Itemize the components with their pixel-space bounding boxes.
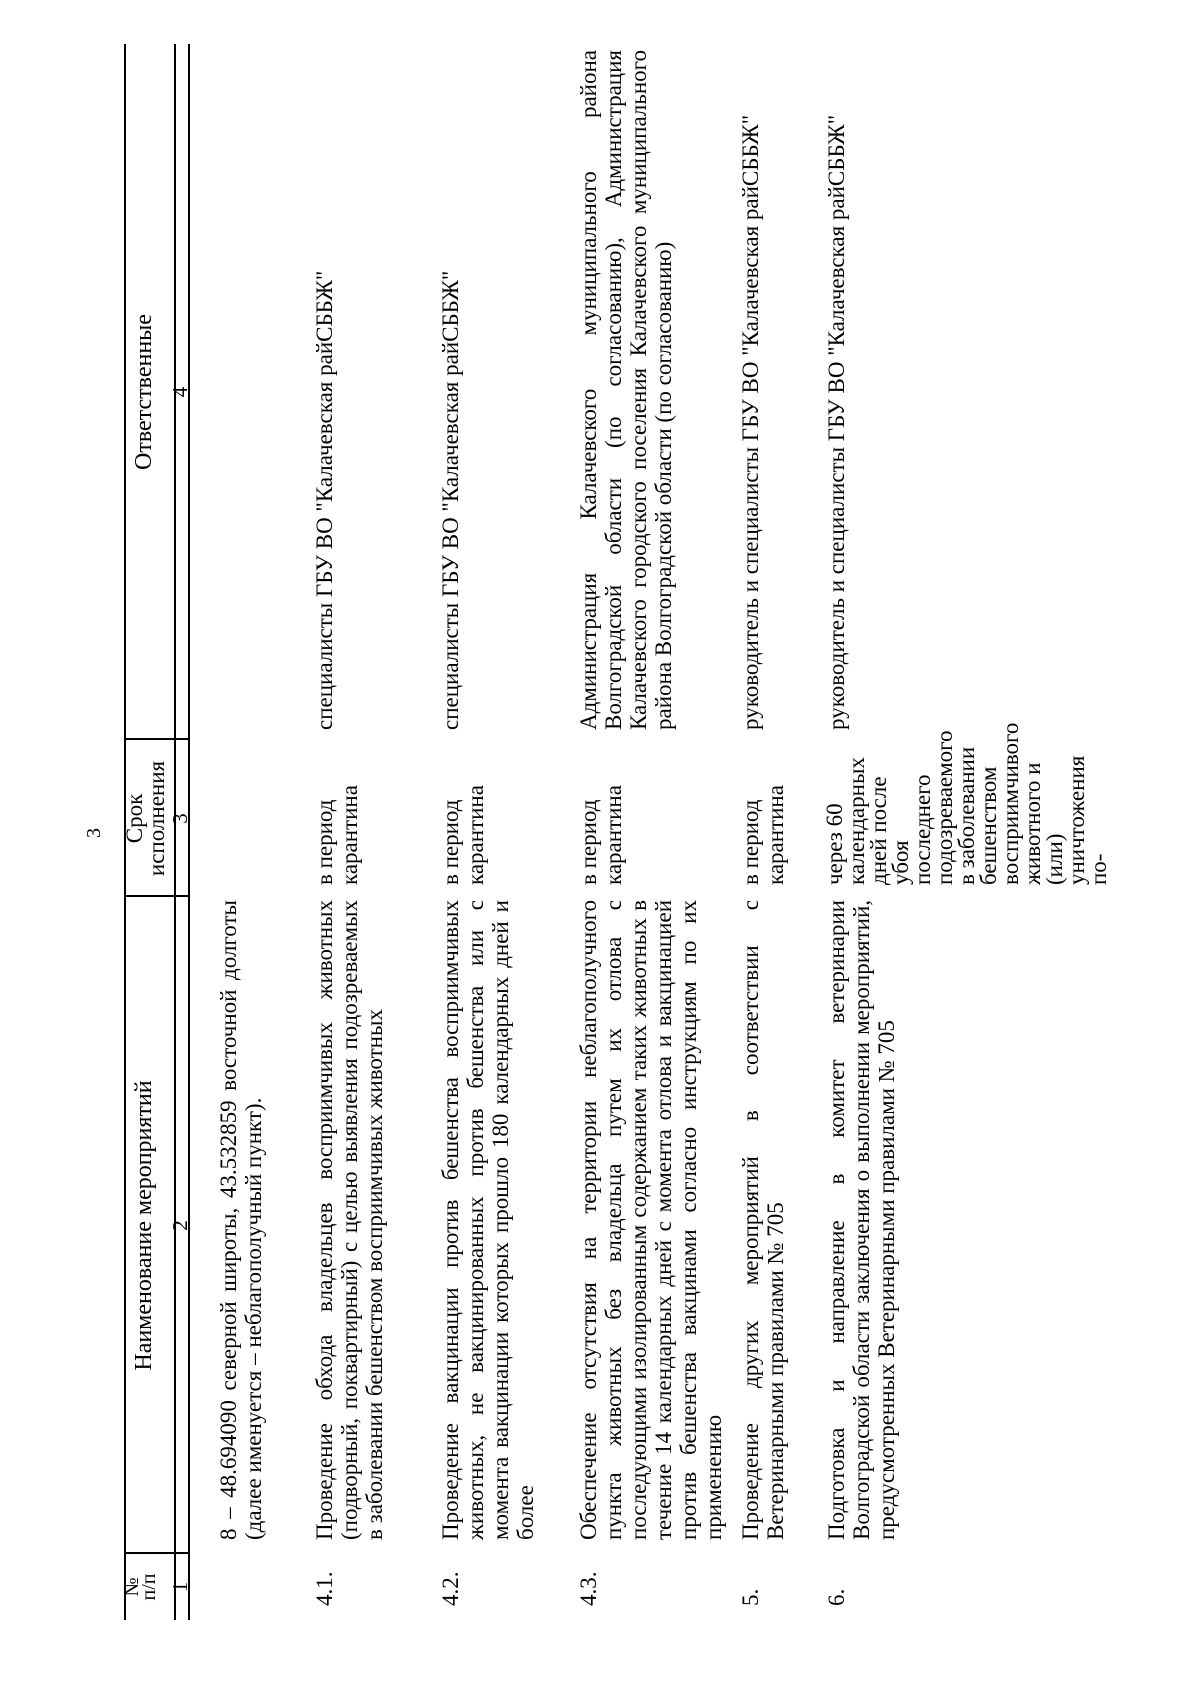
header-term: [124, 740, 168, 897]
row-4-2-term: в период карантина: [438, 785, 488, 885]
row-6-number: 6.: [824, 1588, 849, 1606]
header-number: [121, 1554, 160, 1620]
col-number-3: 3: [168, 813, 192, 824]
page-number: 3: [83, 828, 105, 838]
col-number-2: 2: [168, 1220, 192, 1231]
row-0-name: 8 – 48.694090 северной широты, 43.532859 восточной долготы (далее именуется – неблагополучный пункт).: [216, 900, 266, 1540]
row-5-responsible: руководитель и специалисты ГБУ ВО "Калачевская райСББЖ": [738, 114, 763, 730]
header-term-line1: Срок: [122, 793, 147, 844]
row-4-3-responsible: Администрация Калачевского муниципального района Волгоградской области (по согласованию), Администрация Калачевского городского поселения Калачевского муниципального района Волгоградской области (по согласованию): [576, 50, 676, 730]
row-5-name: Проведение других мероприятий в соответствии с Ветеринарными правилами № 705: [738, 900, 788, 1540]
row-6-responsible: руководитель и специалисты ГБУ ВО "Калачевская райСББЖ": [824, 114, 849, 730]
header-term-line2: исполнения: [144, 760, 169, 877]
row-4-2-number: 4.2.: [438, 1571, 463, 1606]
row-4-2-responsible: специалисты ГБУ ВО "Калачевская райСББЖ": [438, 270, 463, 730]
row-4-3-name: Обеспечение отсутствия на территории неблагополучного пункта животных без владельца путем их отлова с последующими изолированным содержанием таких животных в течение 14 календарных дней с момента отлова и вакцинацией против бешенства вакцинами согласно инструкциям по их применению: [576, 900, 726, 1540]
row-4-2-name: Проведение вакцинации против бешенства восприимчивых животных, не вакцинированных против бешенства или с момента вакцинации которых прошло 180 календарных дней и более: [438, 900, 538, 1540]
row-5-number: 5.: [738, 1588, 763, 1606]
col-number-1: 1: [168, 1581, 192, 1593]
row-4-3-number: 4.3.: [576, 1571, 601, 1606]
col-number-4: 4: [168, 386, 192, 398]
row-4-1-responsible: специалисты ГБУ ВО "Калачевская райСББЖ": [312, 270, 337, 730]
row-4-1-name: Проведение обхода владельцев восприимчивых животных (подворный, поквартирный) с целью выявления подозреваемых в заболевании бешенством восприимчивых животных: [312, 900, 387, 1540]
row-4-1-number: 4.1.: [312, 1571, 337, 1606]
measures-table: [121, 44, 1184, 1620]
header-number-sign: №: [121, 1577, 143, 1597]
header-responsible: Ответственные: [131, 314, 157, 470]
row-6-term: через 60 календарных дней после убоя последнего подозреваемого в заболевании бешенством восприимчивого животного и (или) уничтожения по-: [822, 722, 1111, 885]
row-5-term: в период карантина: [738, 785, 788, 885]
row-4-1-term: в период карантина: [312, 785, 362, 885]
row-4-3-term: в период карантина: [576, 785, 626, 885]
header-name: Наименование мероприятий: [131, 1080, 157, 1371]
row-6-name: Подготовка и направление в комитет ветеринарии Волгоградской области заключения о выполнении мероприятий, предусмотренных Ветеринарными правилами № 705: [824, 900, 899, 1540]
header-number-pp: п/п: [138, 1573, 160, 1601]
